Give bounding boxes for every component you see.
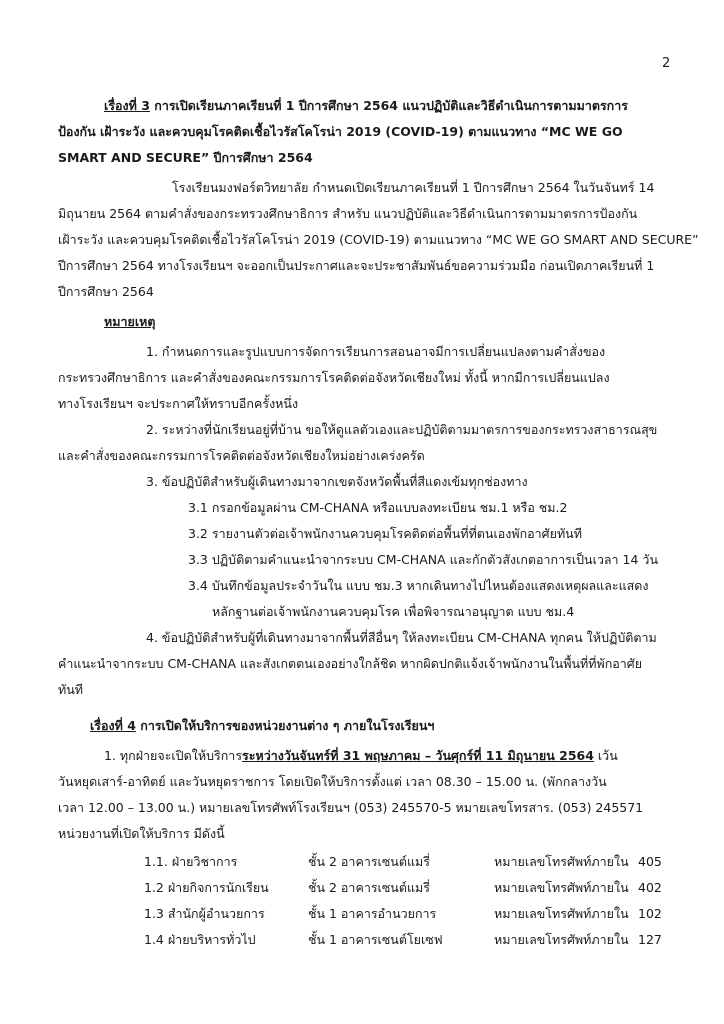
unit-name: 1.3 สำนักผู้อำนวยการ	[144, 906, 265, 921]
note1-line: กระทรวงศึกษาธิการ และคำสั่งของคณะกรรมการโรคติดต่อจังหวัดเชียงใหม่ ทั้งนี้ หากมีการเปลี่ยนแปลง	[58, 370, 610, 385]
topic4-heading	[90, 718, 434, 734]
topic3-label: เรื่องที่ 3	[104, 98, 150, 113]
topic4-heading-text: การเปิดให้บริการของหน่วยงานต่าง ๆ ภายในโรงเรียนฯ	[140, 718, 435, 733]
unit-ext-label: หมายเลขโทรศัพท์ภายใน	[494, 880, 629, 895]
note1-line: ทางโรงเรียนฯ จะประกาศให้ทราบอีกครั้งหนึ่ง	[58, 396, 299, 411]
topic4-para-line1	[104, 748, 618, 764]
topic3-para-line: ปีการศึกษา 2564	[58, 284, 154, 299]
unit-ext: 402	[638, 880, 662, 895]
unit-location: ชั้น 2 อาคารเซนต์แมรี่	[308, 880, 430, 895]
unit-location: ชั้น 1 อาคารอำนวยการ	[308, 906, 437, 921]
note-label: หมายเหตุ	[104, 314, 156, 329]
note3-sub-item: 3.2 รายงานตัวต่อเจ้าพนักงานควบคุมโรคติดต่อพื้นที่ที่ตนเองพักอาศัยทันที	[188, 526, 582, 541]
unit-ext: 102	[638, 906, 662, 921]
topic4-para-line: หน่วยงานที่เปิดให้บริการ มีดังนี้	[58, 826, 225, 841]
topic3-para-line: โรงเรียนมงฟอร์ตวิทยาลัย กำหนดเปิดเรียนภาคเรียนที่ 1 ปีการศึกษา 2564 ในวันจันทร์ 14	[172, 180, 655, 195]
unit-ext-label: หมายเลขโทรศัพท์ภายใน	[494, 932, 629, 947]
topic3-heading-line2: ป้องกัน เฝ้าระวัง และควบคุมโรคติดเชื้อไวรัสโคโรน่า 2019 (COVID-19) ตามแนวทาง “MC WE GO	[58, 124, 623, 139]
topic4-para-end: เว้น	[593, 748, 618, 763]
unit-name: 1.2 ฝ่ายกิจการนักเรียน	[144, 880, 269, 895]
unit-location: ชั้น 2 อาคารเซนต์แมรี่	[308, 854, 430, 869]
unit-ext-label: หมายเลขโทรศัพท์ภายใน	[494, 906, 629, 921]
topic4-para-start: 1. ทุกฝ่ายจะเปิดให้บริการ	[104, 748, 243, 763]
note3-line: 3. ข้อปฏิบัติสำหรับผู้เดินทางมาจากเขตจังหวัดพื้นที่สีแดงเข้มทุกช่องทาง	[146, 474, 528, 489]
unit-ext: 405	[638, 854, 662, 869]
unit-location: ชั้น 1 อาคารเซนต์โยเซฟ	[308, 932, 443, 947]
unit-name: 1.1. ฝ่ายวิชาการ	[144, 854, 238, 869]
note3-sub-item: 3.4 บันทึกข้อมูลประจำวันใน แบบ ชม.3 หากเดินทางไปไหนต้องแสดงเหตุผลและแสดง	[188, 578, 649, 593]
note2-line: 2. ระหว่างที่นักเรียนอยู่ที่บ้าน ขอให้ดูแลตัวเองและปฏิบัติตามมาตรการของกระทรวงสาธารณสุข	[146, 422, 658, 437]
note3-sub-item: หลักฐานต่อเจ้าพนักงานควบคุมโรค เพื่อพิจารณาอนุญาต แบบ ชม.4	[212, 604, 575, 619]
topic3-heading-line1	[104, 98, 628, 114]
topic3-heading-line3: SMART AND SECURE” ปีการศึกษา 2564	[58, 150, 313, 165]
note3-sub-item: 3.1 กรอกข้อมูลผ่าน CM-CHANA หรือแบบลงทะเบียน ชม.1 หรือ ชม.2	[188, 500, 568, 515]
unit-ext-label: หมายเลขโทรศัพท์ภายใน	[494, 854, 629, 869]
note4-line: ทันที	[58, 682, 84, 697]
note1-line: 1. กำหนดการและรูปแบบการจัดการเรียนการสอนอาจมีการเปลี่ยนแปลงตามคำสั่งของ	[146, 344, 606, 359]
page-number: 2	[662, 56, 671, 71]
unit-name: 1.4 ฝ่ายบริหารทั่วไป	[144, 932, 256, 947]
topic4-label: เรื่องที่ 4	[90, 718, 136, 733]
topic3-para-line: เฝ้าระวัง และควบคุมโรคติดเชื้อไวรัสโคโรน่า 2019 (COVID-19) ตามแนวทาง “MC WE GO SMART AND SECURE”	[58, 232, 699, 247]
note4-line: คำแนะนำจากระบบ CM-CHANA และสังเกตตนเองอย่างใกล้ชิด หากผิดปกติแจ้งเจ้าพนักงานในพื้นที่ที่พักอาศัย	[58, 656, 643, 671]
topic4-para-line: เวลา 12.00 – 13.00 น.) หมายเลขโทรศัพท์โรงเรียนฯ (053) 245570-5 หมายเลขโทรสาร. (053) 245571	[58, 800, 644, 815]
topic4-service-dates: ระหว่างวันจันทร์ที่ 31 พฤษภาคม – วันศุกร์ที่ 11 มิถุนายน 2564	[242, 748, 594, 763]
topic3-para-line: มิถุนายน 2564 ตามคำสั่งของกระทรวงศึกษาธิการ สำหรับ แนวปฏิบัติและวิธีดำเนินการตามมาตรการป้องกัน	[58, 206, 638, 221]
note2-line: และคำสั่งของคณะกรรมการโรคติดต่อจังหวัดเชียงใหม่อย่างเคร่งครัด	[58, 448, 425, 463]
unit-ext: 127	[638, 932, 662, 947]
topic4-para-line: วันหยุดเสาร์-อาทิตย์ และวันหยุดราชการ โดยเปิดให้บริการตั้งแต่ เวลา 08.30 – 15.00 น. (พักกลางวัน	[58, 774, 607, 789]
topic3-para-line: ปีการศึกษา 2564 ทางโรงเรียนฯ จะออกเป็นประกาศและจะประชาสัมพันธ์ขอความร่วมมือ ก่อนเปิดภาคเรียนที่ 1	[58, 258, 655, 273]
note3-sub-item: 3.3 ปฏิบัติตามคำแนะนำจากระบบ CM-CHANA และกักตัวสังเกตอาการเป็นเวลา 14 วัน	[188, 552, 658, 567]
topic3-heading-text: การเปิดเรียนภาคเรียนที่ 1 ปีการศึกษา 2564 แนวปฏิบัติและวิธีดำเนินการตามมาตรการ	[154, 98, 628, 113]
note4-line: 4. ข้อปฏิบัติสำหรับผู้ที่เดินทางมาจากพื้นที่สีอื่นๆ ให้ลงทะเบียน CM-CHANA ทุกคน ให้ปฏิบัติตาม	[146, 630, 657, 645]
